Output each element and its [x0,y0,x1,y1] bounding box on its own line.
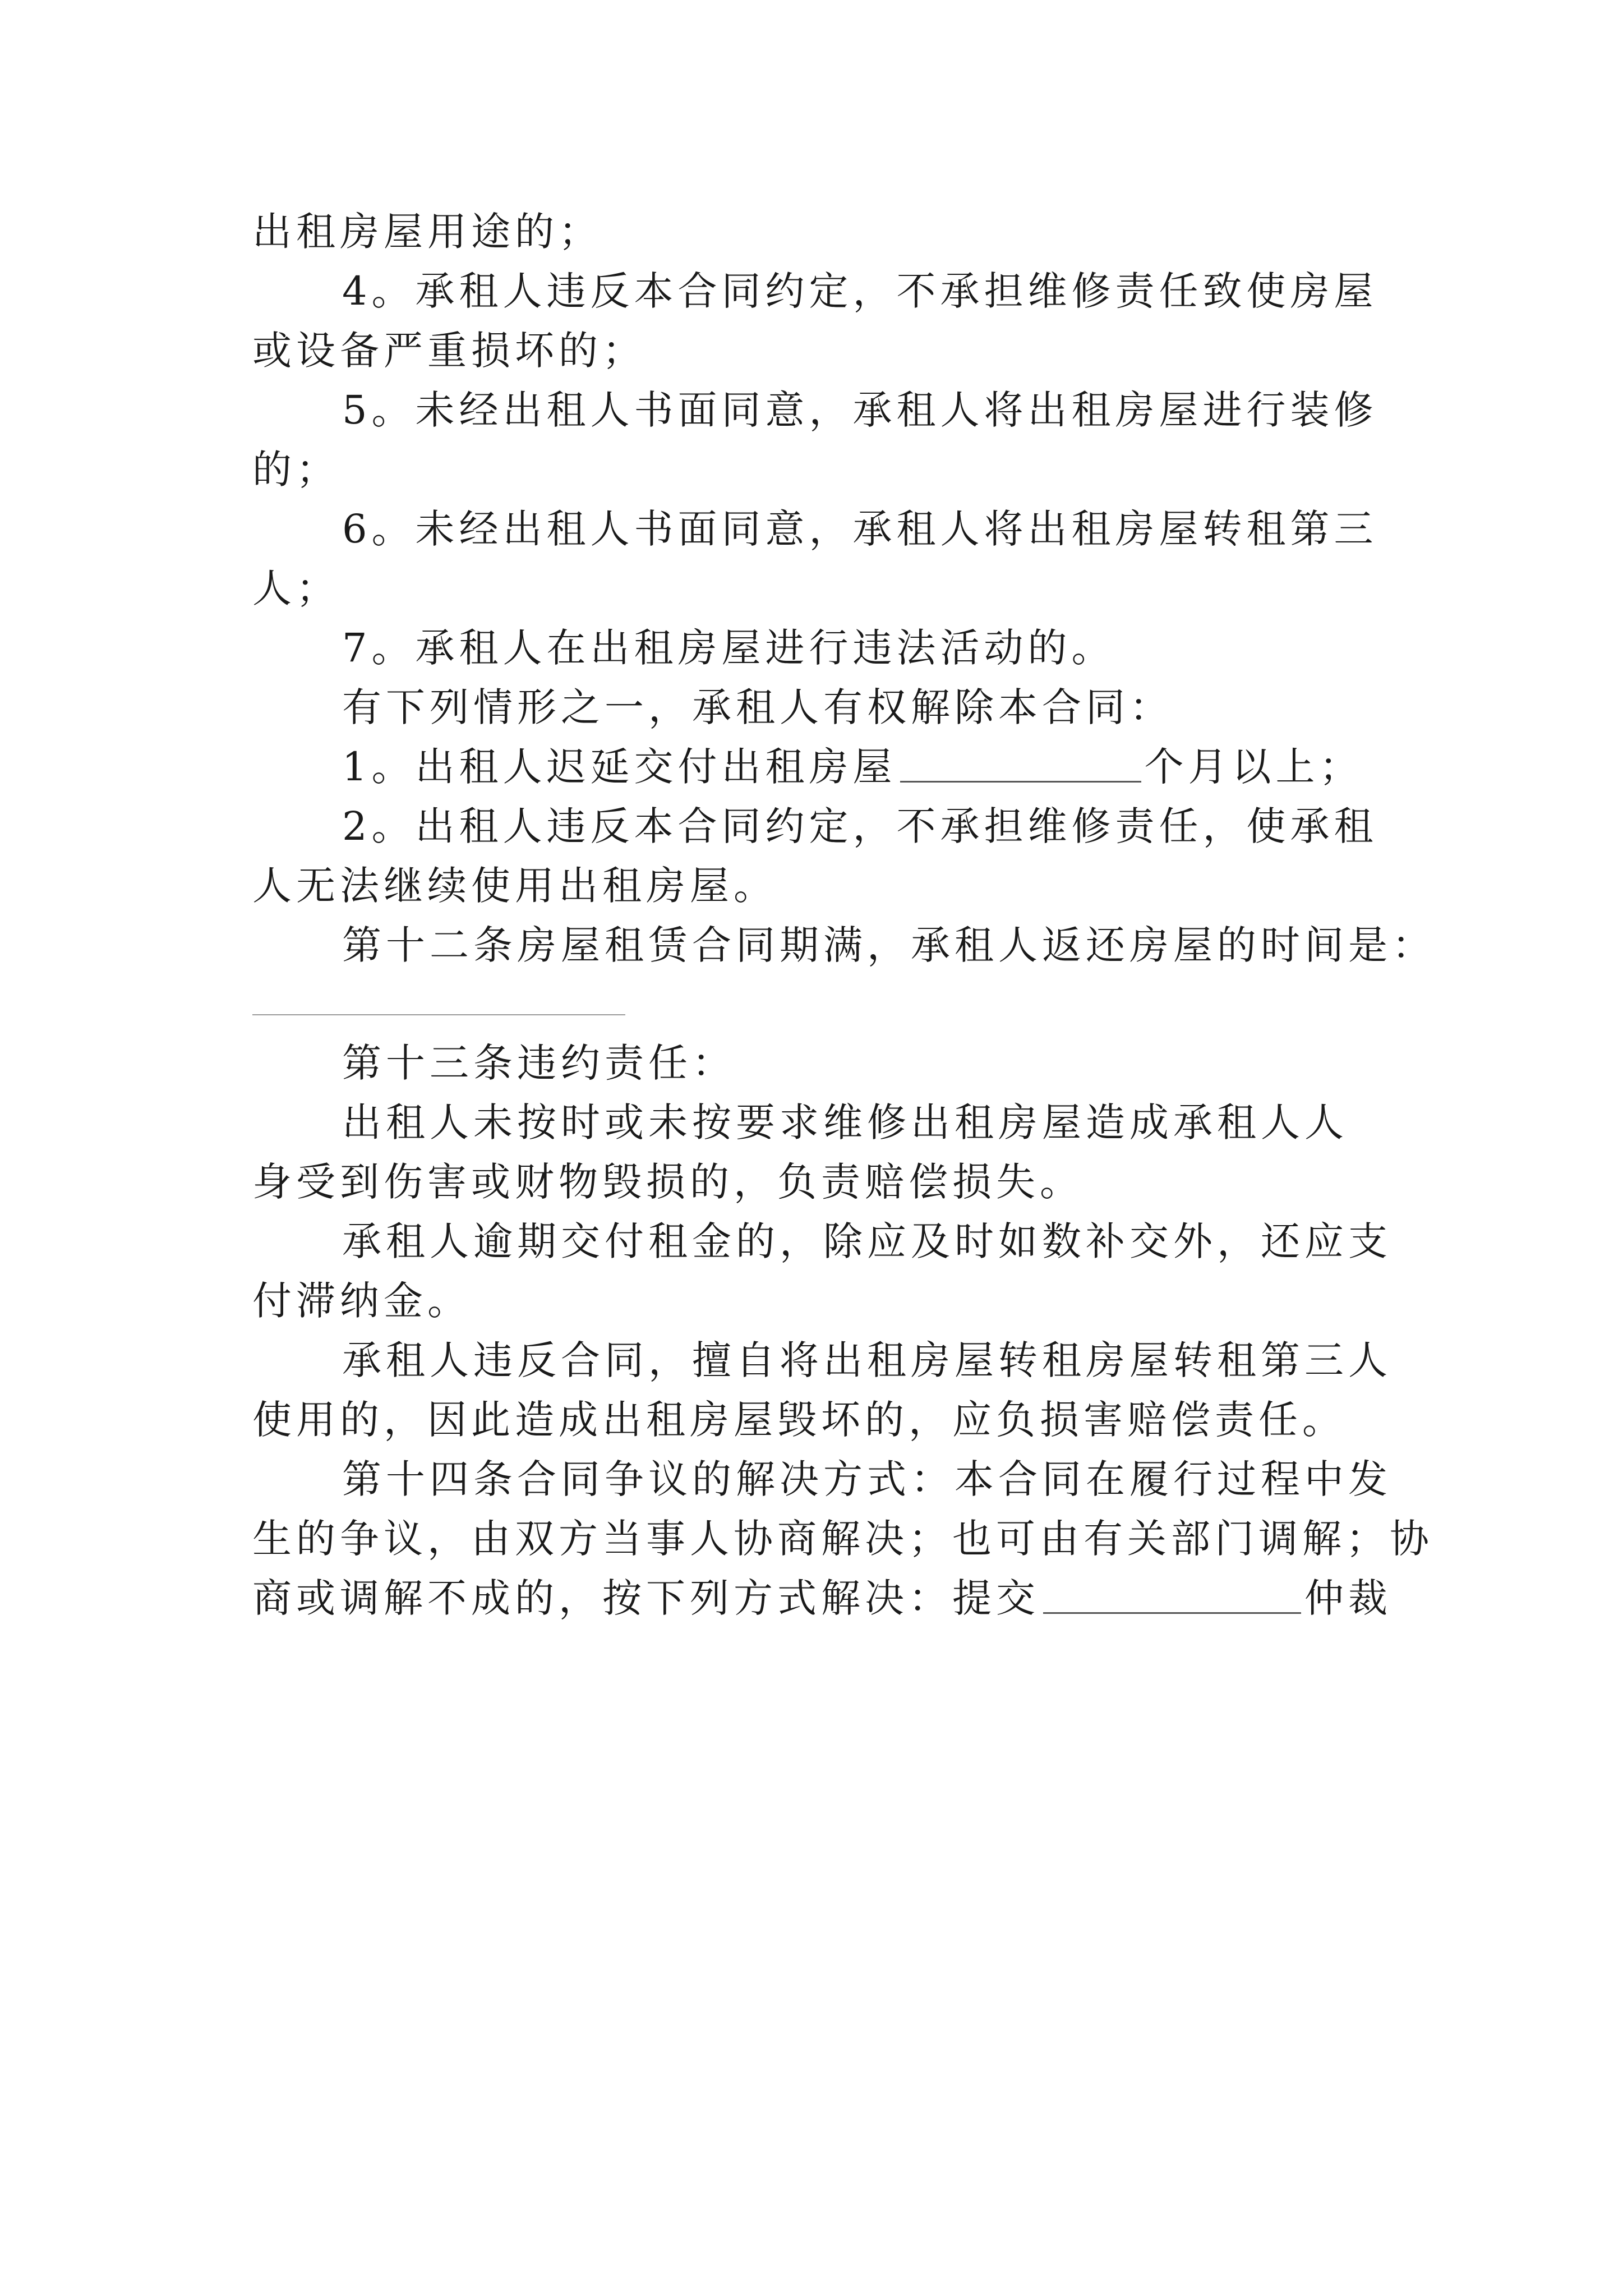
paragraph-landlord-liability: 出租人未按时或未按要求维修出租房屋造成承租人人 [342,1099,1348,1145]
paragraph-sublet: 承租人违反合同，擅自将出租房屋转租房屋转租第三人 [342,1337,1392,1383]
tenant-item-1-suffix: 个月以上； [1144,744,1363,790]
article-13-heading: 第十三条违约责任： [342,1040,736,1086]
text-line: 付滞纳金。 [252,1278,471,1324]
paragraph-late-rent: 承租人逾期交付租金的，除应及时如数补交外，还应支 [342,1218,1392,1264]
text-line: 出租房屋用途的； [252,209,602,255]
tenant-item-1 [252,737,1385,797]
text-line: 或设备严重损坏的； [252,328,646,374]
article-12: 第十二条房屋租赁合同期满，承租人返还房屋的时间是： [342,922,1436,968]
arbitration-text: 商或调解不成的，按下列方式解决：提交 [252,1575,1040,1621]
arbitration-blank [1043,1573,1301,1614]
text-line: 使用的，因此造成出租房屋毁坏的，应负损害赔偿责任。 [252,1397,1346,1443]
list-item-6: 6。未经出租人书面同意，承租人将出租房屋转租第三 [342,506,1378,552]
list-item-7: 7。承租人在出租房屋进行违法活动的。 [342,625,1115,671]
text-line: 的； [252,447,340,493]
months-blank [900,742,1141,783]
list-item-5: 5。未经出租人书面同意，承租人将出租房屋进行装修 [342,387,1378,433]
arbitration-suffix: 仲裁 [1304,1575,1392,1621]
text-line: 身受到伤害或财物毁损的，负责赔偿损失。 [252,1159,1083,1205]
tenant-item-2: 2。出租人违反本合同约定，不承担维修责任，使承租 [342,803,1378,849]
article-14: 第十四条合同争议的解决方式：本合同在履行过程中发 [342,1456,1392,1502]
text-line: 生的争议，由双方当事人协商解决；也可由有关部门调解；协 [252,1516,1433,1562]
tenant-item-1-text: 1。出租人迟延交付出租房屋 [342,744,897,790]
list-item-4: 4。承租人违反本合同约定，不承担维修责任致使房屋 [342,268,1378,314]
arbitration-line [252,1568,1392,1628]
text-line: 人无法继续使用出租房屋。 [252,863,777,909]
document-page [252,202,1436,1628]
text-line: 人； [252,565,340,611]
return-time-blank [252,1014,625,1015]
tenant-termination-heading: 有下列情形之一，承租人有权解除本合同： [342,684,1173,730]
